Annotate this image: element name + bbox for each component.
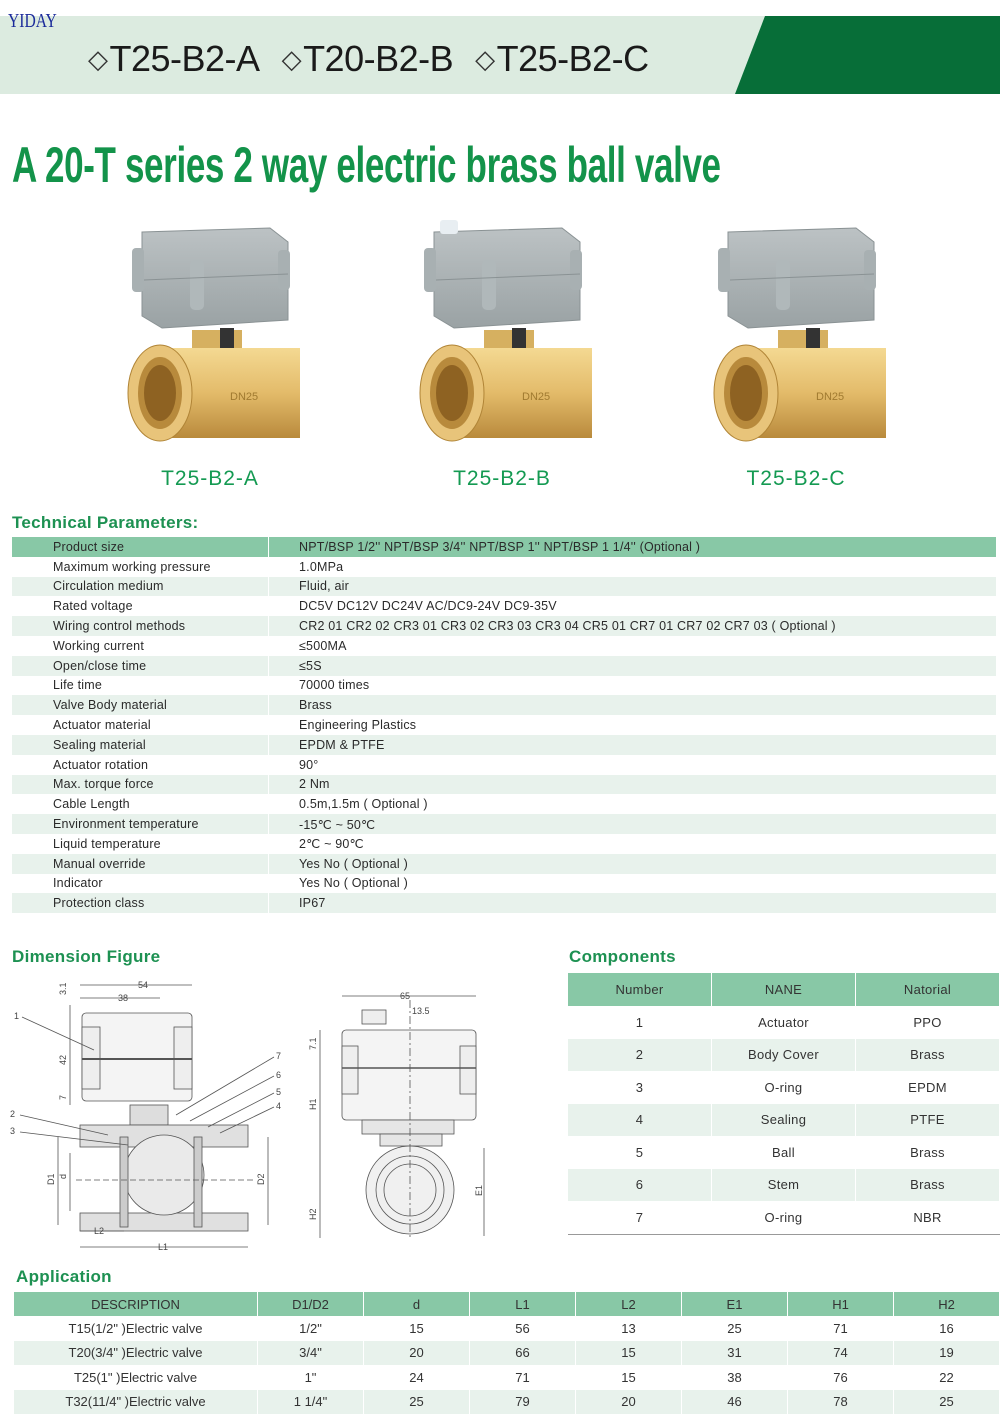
application-table <box>14 1292 1000 1414</box>
svg-text:38: 38 <box>118 993 129 1003</box>
svg-text:DN25: DN25 <box>816 391 845 403</box>
table-row: 7 O-ring NBR <box>568 1201 1000 1234</box>
svg-text:2: 2 <box>10 1109 16 1119</box>
table-row: Circulation medium Fluid, air <box>12 577 996 597</box>
table-row: Environment temperature -15℃ ~ 50℃ <box>12 814 996 834</box>
valve-image <box>706 220 886 450</box>
table-row: Valve Body material Brass <box>12 695 996 715</box>
model-tag: ◇ T20-B2-B <box>281 38 454 79</box>
svg-text:3.1: 3.1 <box>58 982 68 995</box>
svg-text:DN25: DN25 <box>522 391 551 403</box>
brand-logo: YIDAY <box>8 10 57 32</box>
svg-text:E1: E1 <box>474 1184 484 1196</box>
diamond-icon: ◇ <box>88 43 108 74</box>
table-row: Indicator Yes No ( Optional ) <box>12 874 996 894</box>
svg-text:d: d <box>58 1173 68 1179</box>
diamond-icon: ◇ <box>475 43 495 74</box>
svg-text:4: 4 <box>276 1101 282 1111</box>
table-row: T15(1/2" )Electric valve 1/2" 15 56 13 25 71 16 <box>14 1316 1000 1341</box>
svg-text:7.1: 7.1 <box>308 1037 318 1050</box>
svg-text:65: 65 <box>400 991 411 1001</box>
model-tag: ◇ T25-B2-C <box>475 38 649 79</box>
table-row: T25(1" )Electric valve 1" 24 71 15 38 76 22 <box>14 1365 1000 1390</box>
svg-text:L1: L1 <box>158 1242 169 1252</box>
product-gallery <box>0 212 1000 497</box>
page-title: A 20-T series 2 way electric brass ball valve <box>12 137 721 193</box>
dimension-figure-title: Dimension Figure <box>12 947 161 966</box>
table-row: Actuator rotation 90° <box>12 755 996 775</box>
svg-text:13.5: 13.5 <box>412 1006 430 1016</box>
product-label: T25-B2-C <box>746 467 846 490</box>
product-card <box>686 212 906 497</box>
svg-text:D1: D1 <box>46 1173 56 1185</box>
table-row: Wiring control methods CR2 01 CR2 02 CR3 01 CR3 02 CR3 03 CR3 04 CR5 01 CR7 01 CR7 02 CR7 03 ( Optional ) <box>12 616 996 636</box>
svg-text:5: 5 <box>276 1087 282 1097</box>
valve-image <box>120 220 300 450</box>
side-section-drawing <box>8 975 288 1255</box>
header-accent-shape <box>735 16 1000 94</box>
table-row: Actuator material Engineering Plastics <box>12 715 996 735</box>
product-label: T25-B2-A <box>161 467 259 490</box>
product-label: T25-B2-B <box>453 467 551 490</box>
table-row: Life time 70000 times <box>12 676 996 696</box>
table-row: Protection class IP67 <box>12 893 996 913</box>
svg-text:7: 7 <box>58 1094 68 1100</box>
table-row: Liquid temperature 2℃ ~ 90℃ <box>12 834 996 854</box>
table-row: 1 Actuator PPO <box>568 1006 1000 1039</box>
table-row: Sealing material EPDM & PTFE <box>12 735 996 755</box>
table-row: T32(11/4" )Electric valve 1 1/4" 25 79 20 46 78 25 <box>14 1390 1000 1415</box>
svg-text:42: 42 <box>58 1054 68 1065</box>
table-row: Manual override Yes No ( Optional ) <box>12 854 996 874</box>
svg-text:H1: H1 <box>308 1098 318 1110</box>
table-row: 3 O-ring EPDM <box>568 1071 1000 1104</box>
table-row: Rated voltage DC5V DC12V DC24V AC/DC9-24V DC9-35V <box>12 596 996 616</box>
tech-params-title: Technical Parameters: <box>12 513 199 532</box>
svg-text:6: 6 <box>276 1070 282 1080</box>
table-row: 2 Body Cover Brass <box>568 1039 1000 1072</box>
table-row: Max. torque force 2 Nm <box>12 775 996 795</box>
diamond-icon: ◇ <box>281 43 302 74</box>
product-card <box>392 212 612 497</box>
table-row: Open/close time ≤5S <box>12 656 996 676</box>
svg-text:H2: H2 <box>308 1208 318 1220</box>
svg-text:7: 7 <box>276 1051 282 1061</box>
table-row: Product size NPT/BSP 1/2'' NPT/BSP 3/4'' NPT/BSP 1'' NPT/BSP 1 1/4'' (Optional ) <box>12 537 996 557</box>
table-row: Cable Length 0.5m,1.5m ( Optional ) <box>12 794 996 814</box>
table-row: T20(3/4" )Electric valve 3/4" 20 66 15 31 74 19 <box>14 1341 1000 1366</box>
svg-text:DN25: DN25 <box>230 391 259 403</box>
front-view-drawing <box>300 980 490 1240</box>
svg-text:3: 3 <box>10 1126 16 1136</box>
table-row: Working current ≤500MA <box>12 636 996 656</box>
svg-text:1: 1 <box>14 1011 20 1021</box>
product-card <box>100 212 320 497</box>
table-header: Number NANE Natorial <box>568 973 1000 1006</box>
valve-image <box>412 220 592 450</box>
table-row: 4 Sealing PTFE <box>568 1104 1000 1137</box>
svg-text:54: 54 <box>138 980 149 990</box>
application-title: Application <box>16 1267 112 1286</box>
components-table <box>568 973 1000 1235</box>
model-tag: ◇ T25-B2-A <box>88 38 260 79</box>
table-row: Maximum working pressure 1.0MPa <box>12 557 996 577</box>
table-row: 6 Stem Brass <box>568 1169 1000 1202</box>
components-title: Components <box>569 947 676 966</box>
svg-text:D2: D2 <box>256 1173 266 1185</box>
table-header: DESCRIPTION D1/D2 d L1 L2 E1 H1 H2 <box>14 1292 1000 1316</box>
svg-text:L2: L2 <box>94 1226 105 1236</box>
model-list <box>88 38 649 80</box>
tech-params-table <box>12 537 996 913</box>
table-row: 5 Ball Brass <box>568 1136 1000 1169</box>
